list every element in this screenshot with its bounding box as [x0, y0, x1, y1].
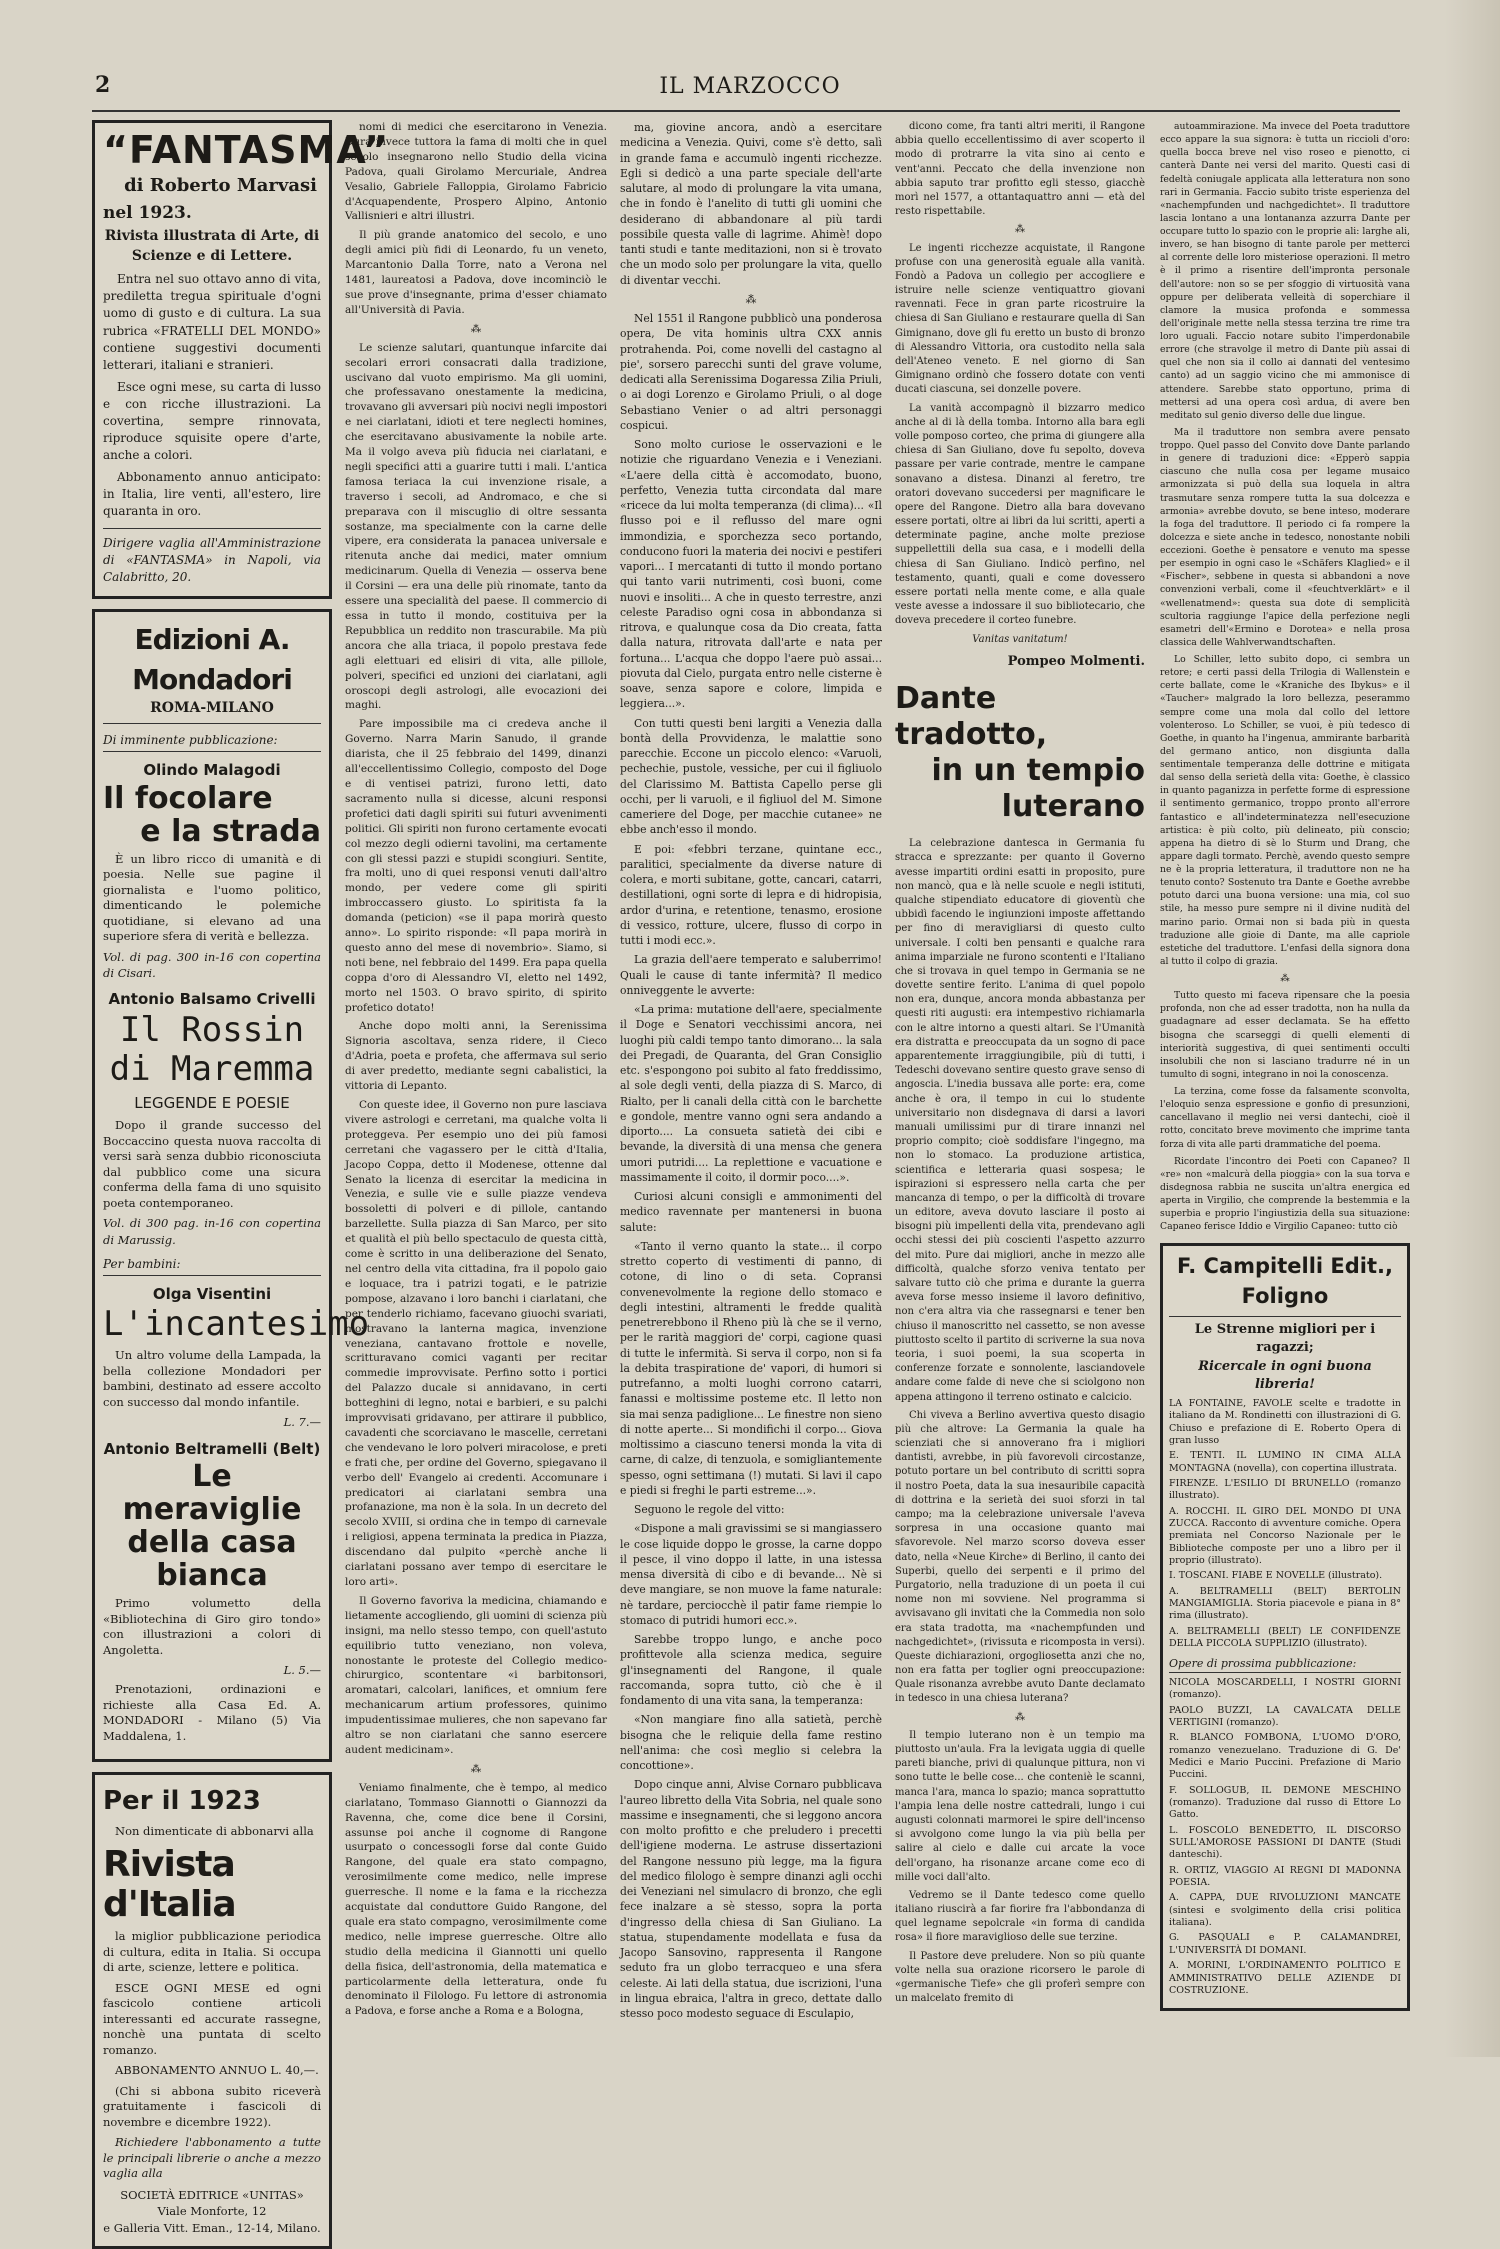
col4-p7: Vedremo se il Dante tedesco come quello italiano riuscirà a far fiorire fra l'abbondanza di quel legname sepolcrale «in forma di candida rosa» il fiore maraviglioso delle sue terzine.	[895, 1889, 1145, 1944]
masthead: IL MARZOCCO	[659, 74, 841, 99]
book4-author: Antonio Beltramelli (Belt)	[103, 1439, 321, 1458]
book2-desc: Dopo il grande successo del Boccaccino questa nuova raccolta di versi sarà senza dubbio riconosciuta dal pubblico come una sicura conferma della fama di uno squisito poeta contemporaneo.	[103, 1118, 321, 1210]
campitelli-item: FIRENZE. L'ESILIO DI BRUNELLO (romanzo illustrato).	[1169, 1477, 1401, 1502]
campitelli-item: LA FONTAINE, FAVOLE scelte e tradotte in italiano da M. Rondinetti con illustrazioni di G. Chiuso e prefazione di E. Roberto Opera di gran lusso	[1169, 1397, 1401, 1446]
book3-title: L'incantesimo	[103, 1304, 370, 1345]
author-signature: Pompeo Molmenti.	[1007, 653, 1145, 669]
book3-price: L. 7.—	[283, 1415, 321, 1430]
page-edge	[1445, 0, 1500, 2057]
section-divider: ⁂	[470, 322, 482, 335]
book4-title-a: Le meraviglie	[122, 1459, 302, 1528]
book1-author: Olindo Malagodi	[143, 761, 281, 780]
fantasma-author: di Roberto Marvasi	[124, 175, 317, 196]
book2-price: Vol. di 300 pag. in-16 con copertina di Marussig.	[103, 1216, 321, 1247]
book2-author: Antonio Balsamo Crivelli	[108, 990, 316, 1009]
rivista-society: SOCIETÀ EDITRICE «UNITAS»	[120, 2187, 304, 2202]
col2-p5: Anche dopo molti anni, la Serenissima Signoria ascoltava, senza ridere, il Cieco d'Adria, poeta e profeta, che affermava sul serio di aver predetto, mediante segni cabalistici, la vittoria di Lepanto.	[345, 1020, 607, 1093]
campitelli-forthcoming-item: PAOLO BUZZI, LA CAVALCATA DELLE VERTIGINI (romanzo).	[1169, 1704, 1401, 1728]
title-line-2: in un tempio	[931, 753, 1145, 789]
fantasma-desc: Rivista illustrata di Arte, di Scienze e di Lettere.	[104, 227, 320, 264]
campitelli-forthcoming-item: L. FOSCOLO BENEDETTO, IL DISCORSO SULL'AMOROSE PASSIONI DI DANTE (Studi danteschi).	[1169, 1824, 1401, 1861]
header-rule	[92, 110, 1400, 112]
campitelli-title: F. Campitelli Edit., Foligno	[1169, 1252, 1401, 1317]
section-divider: ⁂	[470, 1762, 482, 1775]
campitelli-forthcoming-item: R. BLANCO FOMBONA, L'UOMO D'ORO, romanzo venezuelano. Traduzione di G. De' Medici e Mario Puccini. Prefazione di Mario Puccini.	[1169, 1732, 1401, 1781]
book4-price: L. 5.—	[283, 1663, 321, 1678]
mondadori-orders: Prenotazioni, ordinazioni e richieste alla Casa Ed. A. MONDADORI - Milano (5) Via Maddalena, 1.	[103, 1682, 321, 1743]
campitelli-forthcoming-item: G. PASQUALI e P. CALAMANDREI, L'UNIVERSITÀ DI DOMANI.	[1169, 1932, 1401, 1956]
col5-p1: autoammirazione. Ma invece del Poeta traduttore ecco appare la sua signora: è tutta un riccioli d'oro: quella bocca breve nel viso roseo e pienotto, ci canterà Dante nei versi del marito. Questi casi di fedeltà coniugale applicata alla letteratura non sono rari in Germania. Faccio subito triste esperienza del «nachempfunden und nachgedichtet». Il traduttore lascia lontano a una lontananza azzurra Dante per occupare tutto lo spazio con le proprie ali: larghe ali, invero, se han bisogno di tante parole per metterci al corrente delle loro misteriose operazioni. Il metro è il primo a risentire dell'impronta personale dell'autore: non so se per sfoggio di virtuosità vana oppure per deliberata velleità di soperchiare il clamore la musica profonda e sommessa dell'originale mette nella stessa terzina tre rime tra loro uguali. Faccio notare subito l'imperdonabile errore (che stravolge il metro di Dante più assai di quel che non sia il collo ai dannati del ventesimo canto) ad un saggio vicino che mi ammonisce di attendere. Sarebbe stato opportuno, prima di mettersi ad una opera così ardua, di avere ben meditato sul genio diverso delle due lingue.	[1160, 121, 1410, 421]
dante-article-title	[895, 681, 1145, 825]
campitelli-forthcoming-item: A. MORINI, L'ORDINAMENTO POLITICO E AMMINISTRATIVO DELLE AZIENDE DI COSTRUZIONE.	[1169, 1960, 1401, 1996]
campitelli-item: I. TOSCANI. FIABE E NOVELLE (illustrato).	[1169, 1570, 1383, 1582]
fantasma-p3: Abbonamento annuo anticipato: in Italia, lire venti, all'estero, lire quaranta in oro.	[103, 469, 321, 518]
fantasma-year: nel 1923.	[103, 202, 192, 223]
book4-title-b: della casa bianca	[127, 1525, 297, 1594]
mondadori-title: Edizioni A. Mondadori	[132, 622, 292, 696]
book4-desc: Primo volumetto della «Bibliotechina di Giro giro tondo» con illustrazioni a colori di Angoletta.	[103, 1596, 321, 1657]
col4-p3: La vanità accompagnò il bizzarro medico anche al di là della tomba. Intorno alla bara egli volle pomposo corteo, che prima di giungere alla chiesa di San Giuliano, dove fu sepolto, doveva passare per varie contrade, mentre le campane sonavano a distesa. Dinanzi al feretro, tre oratori dovevano succedersi per magnificare le opere del Rangone. Dietro alla bara dovevano essere portati, oltre ai libri da lui scritti, aperti a determinate pagine, anche molte preziose suppellettili della sua casa, e i modelli della chiesa di San Giuliano. Indicò perfino, nel testamento, quanti, quali e come dovessero essere portati nella mente come, e alla quale veste avesse a indossare il suo bibliotecario, che doveva precedere il corteo funebre.	[895, 402, 1145, 627]
rivista-p5: Richiedere l'abbonamento a tutte le principali librerie o anche a mezzo vaglia alla	[103, 2135, 321, 2181]
campitelli-item: A. ROCCHI. IL GIRO DEL MONDO DI UNA ZUCCA. Racconto di avventure comiche. Opera premiata nel Concorso Nazionale per le Biblioteche composte per uno a libro per il proprio (illustrato).	[1169, 1505, 1401, 1566]
ads-column	[92, 120, 390, 2235]
book1-price: Vol. di pag. 300 in-16 con copertina di Cisari.	[103, 949, 321, 981]
col3-p1: ma, giovine ancora, andò a esercitare medicina a Venezia. Quivi, come s'è detto, salì in grande fama e accumulò ingenti ricchezze. Egli si dedicò a una parte speciale dell'arte salutare, al modo di prolungare la vita umana, che in fondo è l'anelito di tutti gli uomini che desiderano di abbandonare al più tardi possibile questa valle di lagrime. Ahimè! dopo tanti studi e tante meditazioni, non si è trovato che un modo solo per prolungare la vita, quello di diventar vecchi.	[620, 121, 882, 287]
rivista-p4: (Chi si abbona subito riceverà gratuitamente i fascicoli di novembre e dicembre 1922).	[103, 2083, 321, 2129]
campitelli-item: E. TENTI. IL LUMINO IN CIMA ALLA MONTAGNA (novella), con copertina illustrata.	[1169, 1450, 1401, 1474]
col3-p11: «Dispone a mali gravissimi se si mangiassero le cose liquide doppo le grosse, la carne doppo il pesce, il vino doppo il latte, in una istessa mensa diversità di cibo e di bevande... Nè si deve mangiare, se non muove la fame naturale: nè tardare, perciocchè il patir fame riempie lo stomaco di putridi humori ecc.».	[620, 1522, 882, 1627]
book1-title-a: Il focolare	[103, 780, 273, 816]
campitelli-forthcoming-item: NICOLA MOSCARDELLI, I NOSTRI GIORNI (romanzo).	[1169, 1676, 1401, 1701]
col3-p7: «La prima: mutatione dell'aere, specialmente il Doge e Senatori vecchissimi ancora, nei luoghi più caldi tempo tanto dimorano... la sala dei Pregadi, de Quaranta, del Gran Consiglio etc. s'espongono poi subito al fato freddissimo, al sole degli venti, della piazza di S. Marco, di Rialto, per li canali della città con le barchette e gondole, mentre vanno ogni sera andando a diporto.... La consueta satietà dei cibi e bevande, la diversità di una mensa che genera umori putridi.... La replettione e vacuatione e massimamente il coito, il dormir poco....».	[620, 1003, 882, 1184]
col4-p8: Il Pastore deve preludere. Non so più quante volte nella sua orazione ricorsero le parole di «germanische Tiefe» che gli proferì sempre con un malcelato fremito di	[895, 1950, 1145, 2005]
article-column-5	[1160, 120, 1410, 2047]
campitelli-forthcoming-item: F. SOLLOGUB, IL DEMONE MESCHINO (romanzo). Traduzione dal russo di Ettore Lo Gatto.	[1169, 1784, 1401, 1821]
col2-p1: nomi di medici che esercitarono in Venezia. Dura invece tuttora la fama di molti che in quel secolo insegnarono nello Studio della vicina Padova, quali Girolamo Mercuriale, Andrea Vesalio, Gabriele Falloppia, Girolamo Fabricio d'Acquapendente, Prospero Alpino, Antonio Vallisnieri e altri illustri.	[345, 121, 607, 223]
campitelli-ad	[1160, 1243, 1410, 2011]
rivista-address1: Viale Monforte, 12	[157, 2204, 267, 2219]
children-label: Per bambini:	[103, 1256, 321, 1276]
rivista-p2: ESCE OGNI MESE ed ogni fascicolo contiene articoli interessanti ed accurate rassegne, nonchè una puntata di scelto romanzo.	[103, 1980, 321, 2057]
campitelli-ricercale: Ricercale in ogni buona libreria!	[1198, 1358, 1372, 1393]
rivista-year-heading: Per il 1923	[103, 1785, 261, 1816]
article-column-3	[620, 120, 882, 2047]
book2-subtitle: LEGGENDE E POESIE	[134, 1093, 290, 1112]
section-divider: ⁂	[1015, 224, 1025, 236]
vanitas-line: Vanitas vanitatum!	[972, 633, 1068, 645]
section-divider: ⁂	[1015, 1711, 1025, 1723]
col2-p6: Con queste idee, il Governo non pure lasciava vivere astrologi e cerretani, ma qualche volta li proteggeva. Per esempio uno dei più famosi cerretani che vagassero per le città d'Italia, Jacopo Coppa, detto il Modenese, ottenne dal Senato la licenza di esercitar la medicina in Venezia, e sulle vie e sulle piazze vendeva bossoletti di polveri e di pillole, cantando barzellette. Sulla piazza di San Marco, per sito et qualità el più bello spectaculo de questa città, come è scritto in una deliberazione del Senato, nel centro della vita cittadina, fra il popolo gaio e loquace, tra i patrizi togati, e le patrizie pompose, alzavano i loro banchi i ciarlatani, che per tenderlo richiamo, facevano giuochi svariati, mostravano la lanterna magica, invenzione veneziana, cantavano frottole e novelle, scritturavano comici vaganti per recitar commedie improvvisate. Perfino sotto i portici del Palazzo ducale si annidavano, in certi botteghini di legno, notai e barbieri, e su palchi improvvisati gridavano, per attirare il pubblico, cavadenti che scorciavano le mascelle, cerretani che vendevano le loro polveri miracolose, e preti e frati che, per ordine del Governo, spiegavano il verbo dell' Evangelo ai credenti. Accomunare i predicatori ai ciarlatani sembra una profanazione, ma non è la sola. In un decreto del secolo XVIII, si ordina che in tempo di carnevale i religiosi, appena terminata la predica in Piazza, discendano dal pulpito «perchè anche li ciarlatani possano aver tempo di esercitare le loro arti».	[345, 1099, 607, 1588]
col4-p4: La celebrazione dantesca in Germania fu stracca e sprezzante: per quanto il Governo avesse impartiti ordini esatti in proposito, pure non mancò, qua e là nelle scuole e negli istituti, qualche stipendiato educatore di gioventù che ubbidì facendo le ingiunzioni imposte affettando per fino di meravigliarsi di questo culto universale. I colti ben pensanti e qualche rara anima imparziale ne furono scontenti e l'Italiano che si trovava in quel tempo in Germania se ne dovette sentire ferito. L'anima di quel popolo non era, dunque, ancora monda abbastanza per questi riti augusti: era intempestivo richiamarla con le altre intorno a questi altari. Se l'Umanità era distratta e preoccupata da un sogno di pace apparentemente irraggiungibile, più di tutti, i Tedeschi dovevano sentire questo grave senso di angoscia. L'inedia bussava alle porte: era, come anche è ora, il tempo in cui lo studente universitario non disdegnava di darsi a lavori manuali umilissimi pur di tirare innanzi nel proprio compito; cioè soddisfare l'ingegno, ma non lo stomaco. La produzione artistica, scientifica e letteraria quasi sospesa; le ispirazioni si espressero nella carta che per mancanza di tempo, o per la difficoltà di trovare un editore, aveva dovuto lasciare il posto ai bisogni più impellenti della vita, prendevano agli occhi stessi dei più coscienti l'aspetto azzurro del mito. Pure dai migliori, anche in mezzo alle difficoltà, qualche sforzo veniva tentato per salvare tutto ciò che prima e durante la guerra aveva forse messo insieme il lavoro definitivo, non c'era altra via che rassegnarsi e tener ben chiuso il manoscritto nel cassetto, se non avesse piuttosto scelto il partito di scriverne la sua nova teoria, i suoi poemi, la sua scoperta in conferenze forzate e sonnolente, lasciandovele andare come falde di neve che si sciolgono non appena attingono il terreno ostinato e calcicio.	[895, 838, 1145, 1403]
fantasma-title: “FANTASMA”	[103, 128, 390, 172]
col3-p12: Sarebbe troppo lungo, e anche poco profittevole alla scienza medica, seguire gl'insegnamenti del Rangone, il quale raccomanda, sopra tutto, ciò che è il fondamento di una vita sana, la temperanza:	[620, 1633, 882, 1707]
col5-p2: Ma il traduttore non sembra avere pensato troppo. Quel passo del Convito dove Dante parlando in genere di traduzioni dice: «Epperò sappia ciascuno che nulla cosa per legame musaico armonizzata si può della sua loquela in altra trasmutare senza rompere tutta la sua dolcezza e armonia» avrebbe dovuto, se bene inteso, moderare la foga del traduttore. Il periodo ci fa rompere la dolcezza e siete anche in tedesco, nonostante nobili eccezioni. Goethe è pensatore e venuto ma spesse per esempio in ogni caso le «Schäfers Klaglied» e il «Fischer», sebbene in questa si abbandoni a nove convenzioni verbali, come il «feuchtverklärt» e il «wellenatmend»: questa sua dote di semplicità scultoria raggiunge l'apice della perfezione negli esametri dell'«Ermino e Dorotea» e nella prosa classica delle Wahlverwandtschaften.	[1160, 426, 1410, 648]
col2-p2: Il più grande anatomico del secolo, e uno degli amici più fidi di Leonardo, fu un veneto, Marcantonio Dalla Torre, nato a Verona nel 1481, laureatosi a Padova, dove incominciò le sue prove d'insegnante, prima d'esser chiamato all'Università di Pavia.	[345, 229, 607, 316]
rivista-intro: Non dimenticate di abbonarvi alla	[115, 1824, 314, 1839]
book3-author: Olga Visentini	[152, 1284, 272, 1303]
col3-p6: La grazia dell'aere temperato e saluberrimo! Quali le cause di tante infermità? Il medico onniveggente le avverte:	[620, 953, 882, 997]
col5-p3: Lo Schiller, letto subito dopo, ci sembra un retore; e certi passi della Trilogia di Wallenstein e certe ballate, come le «Kraniche des Ibykus» e il «Taucher» malgrado la loro bellezza, peserammo sempre come una mola dal collo del lettore volenteroso. Lo Schiller, se vuoi, è più tedesco di Goethe, in quanto ha l'ingenua, ammirante barbarità del germano antico, non disgiunta dalla sentimentale temperanza delle dottrine e mitigata dal senso della serietà della vita: Goethe, è classico in quanto paganizza in perfette forme di espressione il sentimento germanico, troppo pronto all'errore fantastico e all'indeterminatezza nell'esecuzione artistica: è più colto, più delineato, più conscio; appena ha dietro di sè lo Sturm und Drang, che appare dagli tormato. Perchè, avendo questo sempre ne è la propria letteratura, il traduttore non ne ha tenuto conto? Sostenuto tra Dante e Goethe avrebbe potuto darci una buona versione: una mia, col suo stile, ha messo pure sempre ni il divine nudità del marino pario. Ormai non si bada più in questa traduzione alle gioie di Dante, ma alle capriole estetiche del traduttore. L'enfasi della signora dona al tutto il colpo di grazia.	[1160, 654, 1410, 967]
rivista-p1: la miglior pubblicazione periodica di cultura, edita in Italia. Si occupa di arte, scienze, lettere e politica.	[103, 1929, 321, 1975]
campitelli-strenne: Le Strenne migliori per i ragazzi;	[1194, 1322, 1376, 1356]
book2-title-a: Il Rossin	[119, 1009, 305, 1050]
col4-p6: Il tempio luterano non è un tempio ma piuttosto un'aula. Fra la levigata uggia di quelle pareti bianche, privi di qualunque pittura, non vi sono tutte le belle cose... che conteniè le scanni, manca l'ara, manca lo spazio; manca soprattutto l'ampia lena delle nostre cattedrali, lungo i cui augusti colonnati marmorei le spire dell'incenso si avvolgono come lungo la via più bella per salire al cielo e dalle cui arcate la voce dell'organo, ha risonanze arcane come eco di mille voci dall'alto.	[895, 1729, 1145, 1883]
fantasma-foot: Dirigere vaglia all'Amministrazione di «FANTASMA» in Napoli, via Calabritto, 20.	[103, 528, 321, 586]
col3-p3: Sono molto curiose le osservazioni e le notizie che riguardano Venezia e i Veneziani. «L'aere della città è accomodato, buono, perfetto, Venezia tutta circondata dal mare «ricece da lui molta temperanza (di clima)... «Il flusso poi e il reflusso del mare ogni immondizia, e sporchezza seco portando, conducono fuori la materia dei nocivi e pestiferi vapori... I mercatanti di tutto il mondo portano qui tanto varii nutrimenti, così buoni, come nuovi e insoliti... A che in questo terrestre, anzi celeste Paradiso ogni cosa in abbondanza si ritrova, e qualunque cosa da Dio creata, fatta dalla natura, ritrovata dall'arte e nata per fortuna... L'acqua che doppo l'aere può assai... piovuta dal Cielo, purgata entro nelle cisterne è soave, senza sapore e colore, limpida e leggiera...».	[620, 438, 882, 711]
campitelli-item: A. BELTRAMELLI (BELT) LE CONFIDENZE DELLA PICCOLA SUPPLIZIO (illustrato).	[1169, 1625, 1401, 1649]
title-line-1: Dante tradotto,	[895, 681, 1048, 753]
rivista-ad	[92, 1772, 332, 2249]
col2-p8: Veniamo finalmente, che è tempo, al medico ciarlatano, Tommaso Giannotti o Giannozzi da Ravenna, che, come dice bene il Corsini, assunse poi anche il cognome di Rangone usurpato o concessogli forse dal conte Guido Rangone, del quale era stato compagno, verosimilmente come medico, nelle imprese guerresche. Il nome e la fama e la ricchezza acquistate dal conduttore Guido Rangone, del quale era stato compagno, verosimilmente come medico, nelle imprese guerresche. Oltre allo studio della medicina il Giannotti uni quello della fisica, dell'astronomia, della matematica e particolarmente della letteratura, onde fu denominato il Filologo. Fu lettore di astronomia a Padova, e forse anche a Roma e a Bologna,	[345, 1781, 607, 2018]
col3-p14: Dopo cinque anni, Alvise Cornaro pubblicava l'aureo libretto della Vita Sobria, nel quale sono massime e insegnamenti, che si leggono ancora con molto profitto e che preludero i precetti dell'igiene moderna. Le astruse dissertazioni del Rangone nessuno più legge, ma la figura del medico filologo è sempre dinanzi agli occhi dei Veneziani nel simulacro di bronzo, che egli fece inalzare a sè stesso, sopra la porta d'ingresso della chiesa di San Giuliano. La statua, stupendamente modellata e fusa da Jacopo Sansovino, rappresenta il Rangone seduto fra un globo terracqueo e una sfera celeste. Ai lati della statua, due iscrizioni, l'una in lingua ebraica, l'altra in greco, dettate dallo stesso poco modesto seguace di Esculapio,	[620, 1778, 882, 2020]
col2-p4: Pare impossibile ma ci credeva anche il Governo. Narra Marin Sanudo, il grande diarista, che il 25 febbraio del 1499, dinanzi all'eccellentissimo Collegio, composto del Doge e di ventisei patrizi, furono letti, dato sacramento nulla si dicesse, alcuni responsi profetici dati dagli spiriti sui futuri avvenimenti politici. Gli spiriti non furono certamente evocati col mezzo degli odierni tavolini, ma certamente con gli stessi pazzi e stupidi scongiuri. Sentite, fra molti, uno di quei responsi venuti dall'altro mondo, per vedere come gli spiriti imbroccassero giusto. Lo spiritista fa la domanda (peticion) «se il papa morirà questo anno». Lo spirito risponde: «Il papa morirà in questo anno del mese di novembrio». Siamo, si noti bene, nel febbraio del 1499. Era papa quella coppa d'oro di Alessandro VI, eletto nel 1492, morto nel 1503. O bravo spirito, di spirito profetico dotato!	[345, 718, 607, 1014]
rivista-title: Rivista d'Italia	[103, 1843, 236, 1925]
campitelli-forthcoming-item: A. CAPPA, DUE RIVOLUZIONI MANCATE (sintesi e svolgimento della crisi politica italiana).	[1169, 1892, 1401, 1929]
col5-p5: La terzina, come fosse da falsamente sconvolta, l'eloquio senza espressione e gonfio di presunzioni, cancellavano il meglio nei versi dantechi, cioè il rotto, concitato breve movimento che imprime tanta forza di vita alle parti drammatiche del poema.	[1160, 1086, 1410, 1150]
rivista-p3: ABBONAMENTO ANNUO L. 40,—.	[115, 2063, 319, 2078]
book1-desc: È un libro ricco di umanità e di poesia. Nelle sue pagine il giornalista e l'uomo politico, dimenticando le polemiche quotidiane, si elevano ad una superiore sfera di verità e bellezza.	[103, 851, 321, 944]
campitelli-forthcoming-item: R. ORTIZ, VIAGGIO AI REGNI DI MADONNA POESIA.	[1169, 1864, 1401, 1889]
page-number: 2	[95, 72, 111, 98]
rivista-address2: e Galleria Vitt. Eman., 12-14, Milano.	[103, 2220, 321, 2235]
section-divider: ⁂	[745, 292, 757, 306]
col3-p9: «Tanto il verno quanto la state... il corpo stretto coperto di vestimenti di panno, di cotone, di lino o di seta. Copransi convenevolmente la regione dello stomaco e degli intestini, altramenti le fredde qualità penetrerebbono il Rheno più là che se il verno, per le rarità maggiori de' corpi, cagione quasi di tutte le infermità. Si serva il corpo, non si fa la debita traspiratione de' vapori, di humori si putrefanno, a molti luoghi corrono catarri, fanassi e moltissime posteme etc. Il letto non sia mai senza padiglione... Le finestre non sieno di notte aperte... Si mondifichi il corpo... Giova moltissimo a ciascuno tenersi monda la vita di carne, di calze, di tenzuola, e somigliantemente spesso, ogni settimana (!) mutati. Si lavi il capo e piedi si freghi le parti estreme...».	[620, 1239, 882, 1497]
col5-p4: Tutto questo mi faceva ripensare che la poesia profonda, non che ad esser tradotta, non ha nulla da guadagnare ad esser declamata. Se ha effetto bisogna che scarseggi di quelli elementi di interiorità suggestiva, di quei sentimenti occulti insolubili che non si lasciano tradurre né in un tumulto di sogni, integrano in noi la conoscenza.	[1160, 990, 1410, 1080]
col2-p3: Le scienze salutari, quantunque infarcite dai secolari errori consacrati dalla tradizione, uscivano dal vuoto empirismo. Ma gli uomini, che professavano onestamente la medicina, trovavano gli avversari più nocivi negli impostori e nei ciarlatani, idioti et tere neglecti homines, che esercitavano abusivamente la nobile arte. Ma il volgo aveva più fiducia nei ciarlatani, e negli specifici atti a guarire tutti i mali. L'antica famosa teriaca la cui invenzione risale, a traverso i secoli, ad Andromaco, e che si preparava con il miscuglio di oltre sessanta sostanze, ma specialmente con la carne delle vipere, era considerata la panacea universale e ritenuta anche dai medici, mater omnium medicinarum. Quella di Venezia — osserva bene il Corsini — era una delle più rinomate, tanto da essere una specialità del paese. Il commercio di essa in tutto il mondo, costituiva per la Repubblica un reddito non trascurabile. Ma più ancora che alla triaca, il popolo prestava fede agli elettuari ed elisiri di vita, alle pillole, polveri, specifici ed unzioni dei ciarlatani, agli oroscopi degli astrologi, alle evocazioni dei maghi.	[345, 341, 607, 712]
article-column-2	[345, 120, 607, 2047]
col3-p10: Seguono le regole del vitto:	[634, 1503, 785, 1516]
col3-p13: «Non mangiare fino alla satietà, perchè bisogna che le reliquie della fame restino nell'anima: che così meglio si celebra la concottione».	[620, 1713, 882, 1772]
col3-p5: E poi: «febbri terzane, quintane ecc., paralitici, specialmente da diverse nature di colera, e morti subitane, gotte, cancari, catarri, destillationi, ogni sorte di lepra e di hidropisia, ardor d'urina, e retentione, tenasmo, erosione di vessico, rotture, ulcere, flusso di corpo in tutti i modi ecc.».	[620, 842, 882, 947]
article-column-4	[895, 120, 1145, 2047]
fantasma-ad	[92, 120, 390, 599]
campitelli-forthcoming-label: Opere di prossima pubblicazione:	[1169, 1656, 1401, 1673]
book3-desc: Un altro volume della Lampada, la bella collezione Mondadori per bambini, destinato ad essere accolto con successo dal mondo infantile.	[103, 1348, 321, 1409]
col4-p2: Le ingenti ricchezze acquistate, il Rangone profuse con una generosità eguale alla vanità. Fondò a Padova un collegio per accogliere e istruire nelle scienze ventiquattro giovani ravennati. Fece in gran parte ricostruire la chiesa di San Giuliano e restaurare quella di San Gimignano, dove gli fu eretto un busto di bronzo di Alessandro Vittoria, ora custodito nella sala dell'Ateneo veneto. E nel giorno di San Gimignano ordinò che fossero dotate con venti ducati ciascuna, sei donzelle povere.	[895, 242, 1145, 396]
mondadori-ad	[92, 609, 370, 1762]
title-line-3: luterano	[1001, 789, 1145, 825]
col4-p1: dicono come, fra tanti altri meriti, il Rangone abbia quello eccellentissimo di aver scoperto il modo di protrarre la vita sino ai cento e vent'anni. Peccato che della invenzione non abbia saputo trar profitto egli stesso, giacchè morì nel 1577, a ottantaquattro anni — età del resto rispettabile.	[895, 121, 1145, 218]
book2-title-b: di Maremma	[109, 1048, 315, 1089]
book1-title-b: e la strada	[140, 813, 321, 849]
page-header	[0, 72, 1500, 112]
campitelli-item: A. BELTRAMELLI (BELT) BERTOLIN MANGIAMIGLIA. Storia piacevole e piana in 8° rima (illustrato).	[1169, 1585, 1401, 1622]
mondadori-city: ROMA-MILANO	[103, 699, 321, 724]
col4-p5: Chi viveva a Berlino avvertiva questo disagio più che altrove: La Germania la quale ha scienziati che si annoverano fra i migliori dantisti, avrebbe, in più favorevoli circostanze, potuto portare un bel contributo di scritti sopra il nostro Poeta, data la sua inesauribile capacità di dottrina e la serietà dei suoi sforzi in tal campo; ma la celebrazione universale l'aveva sorpresa in una occasione quanto mai sfavorevole. Nel marzo scorso doveva esser dato, nella «Neue Kirche» di Berlino, il canto dei Superbi, quello dei serpenti e il primo del Purgatorio, nella traduzione di un poeta il cui nome non mi sovviene. Nel programma si avvisavano gli invitati che la Commedia non solo era stata tradotta, ma «nachempfunden und nachgedichtet», (rivissuta e ricomposta in versi). Queste dichiarazioni, orgogliosetta anzi che no, non era fatta per toglier ogni preoccupazione: Quale risonanza avrebbe avuto Dante declamato in tedesco in una chiesa luterana?	[895, 1409, 1145, 1705]
fantasma-p1: Entra nel suo ottavo anno di vita, prediletta tregua spirituale d'ogni uomo di gusto e di cultura. La sua rubrica «FRATELLI DEL MONDO» contiene suggestivi documenti letterari, italiani e stranieri.	[103, 272, 321, 372]
col3-p4: Con tutti questi beni largiti a Venezia dalla bontà della Provvidenza, le malattie sono parecchie. Eccone un piccolo elenco: «Varuoli, pechechie, pustole, vessiche, per cui il figliuolo del Clarissimo M. Battista Capello perse gli occhi, per li varuoli, e il figliuol del M. Simone cameriere del Doge, per macchie cutanee» ne ebbe anch'esso il mondo.	[620, 716, 882, 837]
col2-p7: Il Governo favoriva la medicina, chiamando e lietamente accogliendo, gli uomini di scienza più insigni, ma nello stesso tempo, con quell'astuto equilibrio tutto veneziano, non voleva, nonostante le proteste del Collegio medico-chirurgico, scontentare «i barbitonsori, aromatari, calcolari, lanifices, et omnium fere mechanicarum artium professores, quinimo impudentissimae mulieres, che non sapevano far altro se non ciarlatani che sanno esercere audent medicinam».	[345, 1594, 607, 1756]
col3-p2: Nel 1551 il Rangone pubblicò una ponderosa opera, De vita hominis ultra CXX annis protrahenda. Poi, come novelli del castagno al pie', sorsero parecchi sunti del grave volume, dedicati alla Serenissima Dogaressa Zilia Priuli, o ai dogi Lorenzo e Girolamo Priuli, o al doge Sebastiano Venier o ad altri personaggi cospicui.	[620, 312, 882, 432]
imminent-label: Di imminente pubblicazione:	[103, 732, 321, 752]
col3-p8: Curiosi alcuni consigli e ammonimenti del medico ravennate per mantenersi in buona salute:	[620, 1190, 882, 1234]
fantasma-p2: Esce ogni mese, su carta di lusso e con ricche illustrazioni. La covertina, sempre rinnovata, riproduce squisite opere d'arte, anche a colori.	[103, 379, 321, 462]
col5-p6: Ricordate l'incontro dei Poeti con Capaneo? Il «re» non «malcurà della pioggia» con la sua torva e disdegnosa rabbia ne suscita un'altra energica ed aperta in Virgilio, che comprende la bestemmia e la superbia e proprio l'ingiustizia della sua situazione: Capaneo ferisce Iddio e Virgilio Capaneo: tutto ciò	[1160, 1155, 1410, 1233]
section-divider: ⁂	[1280, 973, 1290, 984]
